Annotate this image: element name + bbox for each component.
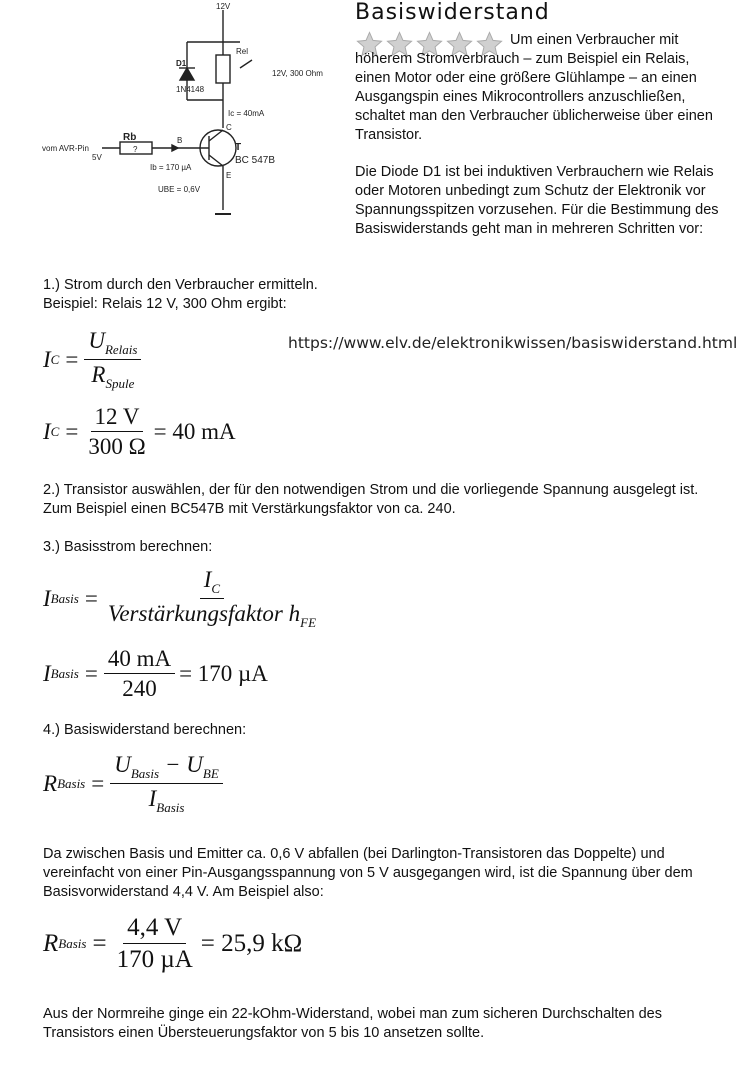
step1-example: Beispiel: Relais 12 V, 300 Ohm ergibt:	[43, 296, 287, 312]
f4-fraction	[104, 646, 175, 702]
f5-minus: − U	[165, 752, 203, 777]
label-d1: D1	[176, 59, 187, 68]
step4: 4.) Basiswiderstand berechnen:	[43, 722, 247, 738]
f2-den: 300 Ω	[88, 434, 146, 459]
f5-lhs: R	[43, 771, 58, 796]
f1-den-sub: Spule	[105, 376, 135, 391]
closing-paragraph: Aus der Normreihe ginge ein 22-kOhm-Widerstand, wobei man zum sicheren Durchschalten des Transistors einen Übersteuerungsfaktor von 5 bis 10 ansetzen sollte.	[43, 1006, 662, 1041]
f3-lhs-sub: Basis	[50, 591, 79, 606]
label-b: B	[177, 136, 183, 145]
f1-num-sub: Relais	[104, 342, 138, 357]
explanation-paragraph: Da zwischen Basis und Emitter ca. 0,6 V abfallen (bei Darlington-Transistoren das Doppelte) und vereinfacht von einer Pin-Ausgangsspannung von 5 V ausgegangen wird, ist die Spannung über dem Basisvorwiderstand 4,4 V. Am Beispiel also:	[43, 846, 693, 900]
f6-den: 170 µA	[116, 946, 193, 973]
f6-fraction	[113, 914, 197, 974]
f2-lhs-sub: C	[50, 424, 60, 439]
f3-den: Verstärkungsfaktor h	[107, 601, 301, 626]
f4-den: 240	[122, 676, 157, 701]
formula-ibasis-value: I Basis = $\frac{40 mA}{240}$ = 170 µA	[43, 646, 268, 701]
source-url: https://www.elv.de/elektronikwissen/basiswiderstand.html	[288, 334, 738, 352]
intro-rest: höherem Stromverbrauch – zum Beispiel ein Relais, einen Motor oder eine größere Glühlampe – an einen Ausgangspin eines Mikrocontrollers anzuschließen, schaltet man den Verbraucher üblicherweise über einen Transistor.	[355, 51, 713, 143]
f5-fraction	[110, 752, 223, 816]
label-ube: UBE = 0,6V	[158, 185, 201, 194]
f2-result: = 40 mA	[153, 419, 236, 444]
f1-num: U	[88, 328, 105, 353]
formula-rbasis-definition: R Basis = $\frac{U_{Basis} - U_{BE}}{I_{Basis}}$	[43, 752, 223, 816]
f1-den: R	[91, 362, 106, 387]
formula-ibasis-definition: I Basis = $\frac{I_C}{Verstärkungsfaktor h_{FE}}$	[43, 567, 320, 631]
label-d1-type: 1N4148	[176, 85, 205, 94]
label-relay-spec: 12V, 300 Ohm	[272, 69, 323, 78]
f5-den: I	[148, 786, 157, 811]
f5-lhs-sub: Basis	[57, 776, 86, 791]
f2-num: 12 V	[91, 404, 144, 432]
f1-lhs: I	[43, 347, 51, 372]
step1-heading: 1.) Strom durch den Verbraucher ermitteln.	[43, 277, 318, 293]
f6-num: 4,4 V	[123, 914, 186, 944]
f4-lhs: I	[43, 661, 51, 686]
label-ib: Ib = 170 µA	[150, 163, 192, 172]
f1-lhs-sub: C	[50, 352, 60, 367]
f6-lhs: R	[43, 930, 59, 957]
f3-lhs: I	[43, 586, 51, 611]
label-input: vom AVR-Pin	[42, 144, 89, 153]
intro-paragraph	[355, 31, 725, 145]
f3-fraction	[104, 567, 320, 631]
f2-fraction	[84, 404, 149, 460]
label-t: T	[235, 142, 242, 153]
f5-num-a-sub: Basis	[130, 766, 160, 781]
step3: 3.) Basisstrom berechnen:	[43, 539, 213, 555]
label-rb: Rb	[123, 132, 137, 143]
page-title: Basiswiderstand	[355, 0, 550, 25]
label-vcc: 12V	[216, 2, 231, 11]
f2-lhs: I	[43, 419, 51, 444]
f4-num: 40 mA	[104, 646, 175, 674]
f4-result: = 170 µA	[179, 661, 268, 686]
f3-den-sub: FE	[300, 615, 317, 630]
formula-rbasis-value: R Basis = $\frac{4,4 V}{\text{170 µA}}$ = 25,9 kΩ	[43, 914, 303, 973]
label-input-v: 5V	[92, 153, 102, 162]
f1-fraction	[84, 328, 141, 392]
label-ic: Ic = 40mA	[228, 109, 265, 118]
f5-num-b-sub: BE	[202, 766, 219, 781]
f3-num: I	[203, 567, 212, 592]
label-rb-val: ?	[133, 145, 138, 154]
formula-ic-definition: I C = $\frac{U_{Relais}}{R_{Spule}}$	[43, 328, 141, 392]
f5-num-a: U	[114, 752, 131, 777]
circuit-diagram	[40, 0, 340, 225]
f6-lhs-sub: Basis	[58, 936, 87, 951]
label-e: E	[226, 171, 232, 180]
f4-lhs-sub: Basis	[50, 666, 79, 681]
step2: 2.) Transistor auswählen, der für den notwendigen Strom und die vorliegende Spannung ausgelegt ist. Zum Beispiel einen BC547B mit Verstärkungsfaktor von ca. 240.	[43, 482, 699, 517]
intro-paragraph-2: Die Diode D1 ist bei induktiven Verbrauchern wie Relais oder Motoren unbedingt zum Schutz der Elektronik vor Spannungsspitzen vorzusehen. Für die Bestimmung des Basiswiderstands geht man in mehreren Schritten vor:	[355, 164, 719, 237]
label-t-type: BC 547B	[235, 155, 276, 166]
label-rel: Rel	[236, 47, 249, 56]
formula-ic-value: I C = $\frac{12 V}{300 \Omega}$ = 40 mA	[43, 404, 236, 459]
f3-num-sub: C	[211, 581, 221, 596]
intro-first-line: Um einen Verbraucher mit	[510, 32, 679, 48]
step1	[43, 276, 318, 314]
label-c: C	[226, 123, 232, 132]
f5-den-sub: Basis	[156, 800, 185, 815]
f6-result: = 25,9 kΩ	[200, 930, 303, 957]
